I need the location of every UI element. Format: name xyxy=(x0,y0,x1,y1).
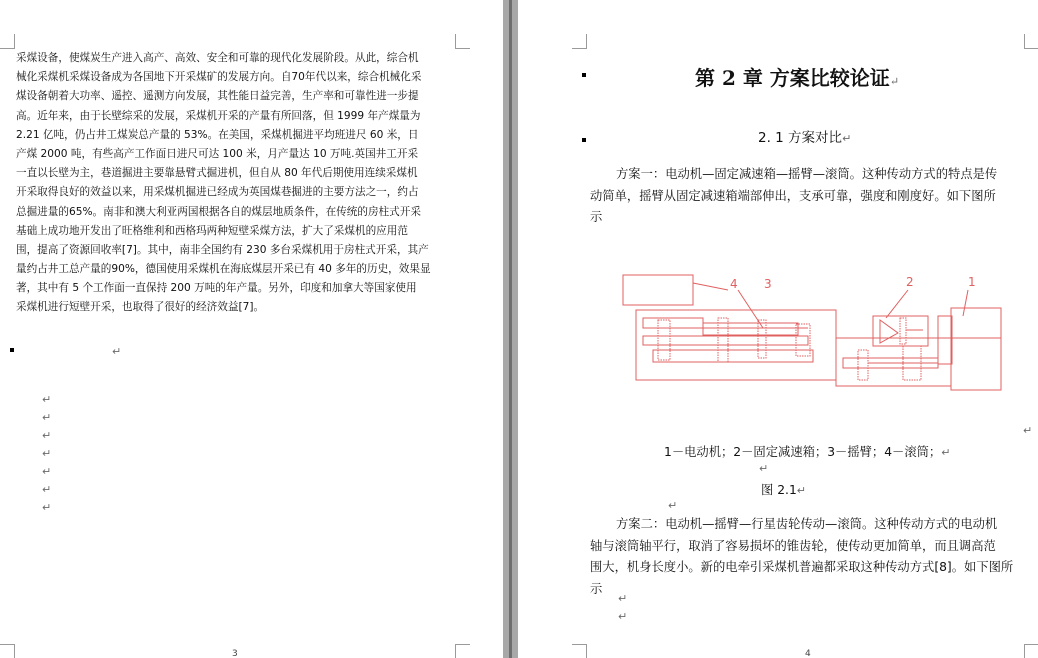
text-line: 总掘进量的65%。南非和澳大利亚两国根据各自的煤层地质条件，在传统的房柱式开采 xyxy=(16,205,421,218)
margin-corner-mark xyxy=(572,644,587,658)
text-line: 量约占井工总产量的90%，德国使用采煤机在海底煤层开采已有 40 多年的历史，效果显 xyxy=(16,263,431,276)
diagram-label: 3 xyxy=(764,277,772,291)
transmission-diagram xyxy=(618,268,1008,394)
fixed-gearbox-outline xyxy=(836,338,951,386)
margin-corner-mark xyxy=(0,644,15,658)
text-line: 产煤 2000 吨，有些高产工作面日进尺可达 100 米，月产量达 10 万吨.英国井工开采 xyxy=(16,147,419,160)
paragraph-mark: ↵ xyxy=(618,610,628,623)
section-title[interactable]: 2. 1 方案对比↵ xyxy=(758,130,852,146)
margin-corner-mark xyxy=(0,34,15,49)
list-bullet-mark xyxy=(10,348,14,352)
text-line: 一直以长壁为主，巷道掘进主要靠悬臂式掘进机，但自从 80 年代后期使用连续采煤机 xyxy=(16,167,418,180)
text-line: 2.21 亿吨，仍占井工煤炭总产量的 53%。在美国，采煤机掘进平均班进尺 60 米，日 xyxy=(16,128,419,141)
text-line: 示 xyxy=(590,581,603,596)
diagram-label: 2 xyxy=(906,275,914,289)
text-line: 示 xyxy=(590,210,603,225)
text-line: 采煤机进行短壁开采，也取得了很好的经济效益[7]。 xyxy=(16,301,265,314)
page-number: 3 xyxy=(232,649,238,658)
list-bullet-mark xyxy=(582,73,586,77)
page-divider xyxy=(509,0,512,658)
body-paragraph[interactable] xyxy=(590,514,1030,600)
diagram-label: 1 xyxy=(968,275,976,289)
document-page-4[interactable] xyxy=(518,0,1038,658)
text-line: 开采取得良好的效益以来，用采煤机掘进已经成为英国煤巷掘进的主要方法之一，约占 xyxy=(16,186,419,199)
paragraph-mark: ↵ xyxy=(759,462,769,475)
text-line: 围，提高了资源回收率[7]。其中，南非全国约有 230 多台采煤机用于房柱式开采，其产 xyxy=(16,243,429,256)
paragraph-mark: ↵ xyxy=(618,592,628,605)
paragraph-mark: ↵ xyxy=(1023,424,1033,437)
chapter-title[interactable]: 第 2 章 方案比较论证↵ xyxy=(695,66,900,90)
text-line: 著，其中有 5 个工作面一直保持 200 万吨的年产量。另外，印度和加拿大等国家使用 xyxy=(16,282,417,295)
text-line: 煤设备朝着大功率、遥控、遥测方向发展，其性能日益完善，生产率和可靠性进一步提 xyxy=(16,90,419,103)
text-line: 方案二：电动机—摇臂—行星齿轮传动—滚筒。这种传动方式的电动机 xyxy=(616,517,998,531)
margin-corner-mark xyxy=(455,34,470,49)
margin-corner-mark xyxy=(1024,34,1038,49)
page-number: 4 xyxy=(805,649,811,658)
list-bullet-mark xyxy=(582,138,586,142)
text-line: 采煤设备，使煤炭生产进入高产、高效、安全和可靠的现代化发展阶段。从此，综合机 xyxy=(16,52,419,64)
text-line: 动简单，摇臂从固定减速箱端部伸出，支承可靠，强度和刚度好。如下图所 xyxy=(590,188,996,203)
text-line: 械化采煤机采煤设备成为各国地下开采煤矿的发展方向。自70年代以来，综合机械化采 xyxy=(16,71,422,84)
figure-number[interactable]: 图 2.1↵ xyxy=(761,483,806,497)
text-line: 基础上成功地开发出了旺格维利和西格玛两种短壁采煤方法，扩大了采煤机的应用范 xyxy=(16,224,408,237)
margin-corner-mark xyxy=(572,34,587,49)
paragraph-mark: ↵ xyxy=(668,499,678,512)
text-line: 轴与滚筒轴平行，取消了容易损坏的锥齿轮，使传动更加简单，而且调高范 xyxy=(590,538,996,553)
paragraph-mark: ↵ xyxy=(112,345,122,358)
page-gap xyxy=(503,0,518,658)
margin-corner-mark xyxy=(1024,644,1038,658)
figure-caption[interactable]: 1－电动机；2－固定减速箱；3－摇臂；4－滚筒；↵ xyxy=(664,445,951,459)
margin-corner-mark xyxy=(455,644,470,658)
diagram-label: 4 xyxy=(730,277,738,291)
paragraph-mark: ↵ xyxy=(42,501,52,514)
motor-outline xyxy=(951,308,1001,390)
paragraph-mark: ↵ xyxy=(42,465,52,478)
paragraph-mark: ↵ xyxy=(42,411,52,424)
paragraph-mark: ↵ xyxy=(42,483,52,496)
paragraph-mark: ↵ xyxy=(42,447,52,460)
body-paragraph[interactable] xyxy=(16,49,452,318)
paragraph-mark: ↵ xyxy=(42,429,52,442)
text-line: 围大，机身长度小。新的电牵引采煤机普遍都采取这种传动方式[8]。如下图所 xyxy=(590,560,1014,575)
text-line: 方案一：电动机—固定减速箱—摇臂—滚筒。这种传动方式的特点是传 xyxy=(616,167,998,181)
body-paragraph[interactable] xyxy=(590,164,1030,229)
paragraph-mark: ↵ xyxy=(42,393,52,406)
drum-box xyxy=(623,275,693,305)
document-page-3[interactable] xyxy=(0,0,503,658)
text-line: 高。近年来，由于长壁综采的发展，采煤机开采的产量有所回落，但 1999 年产煤量为 xyxy=(16,109,421,122)
